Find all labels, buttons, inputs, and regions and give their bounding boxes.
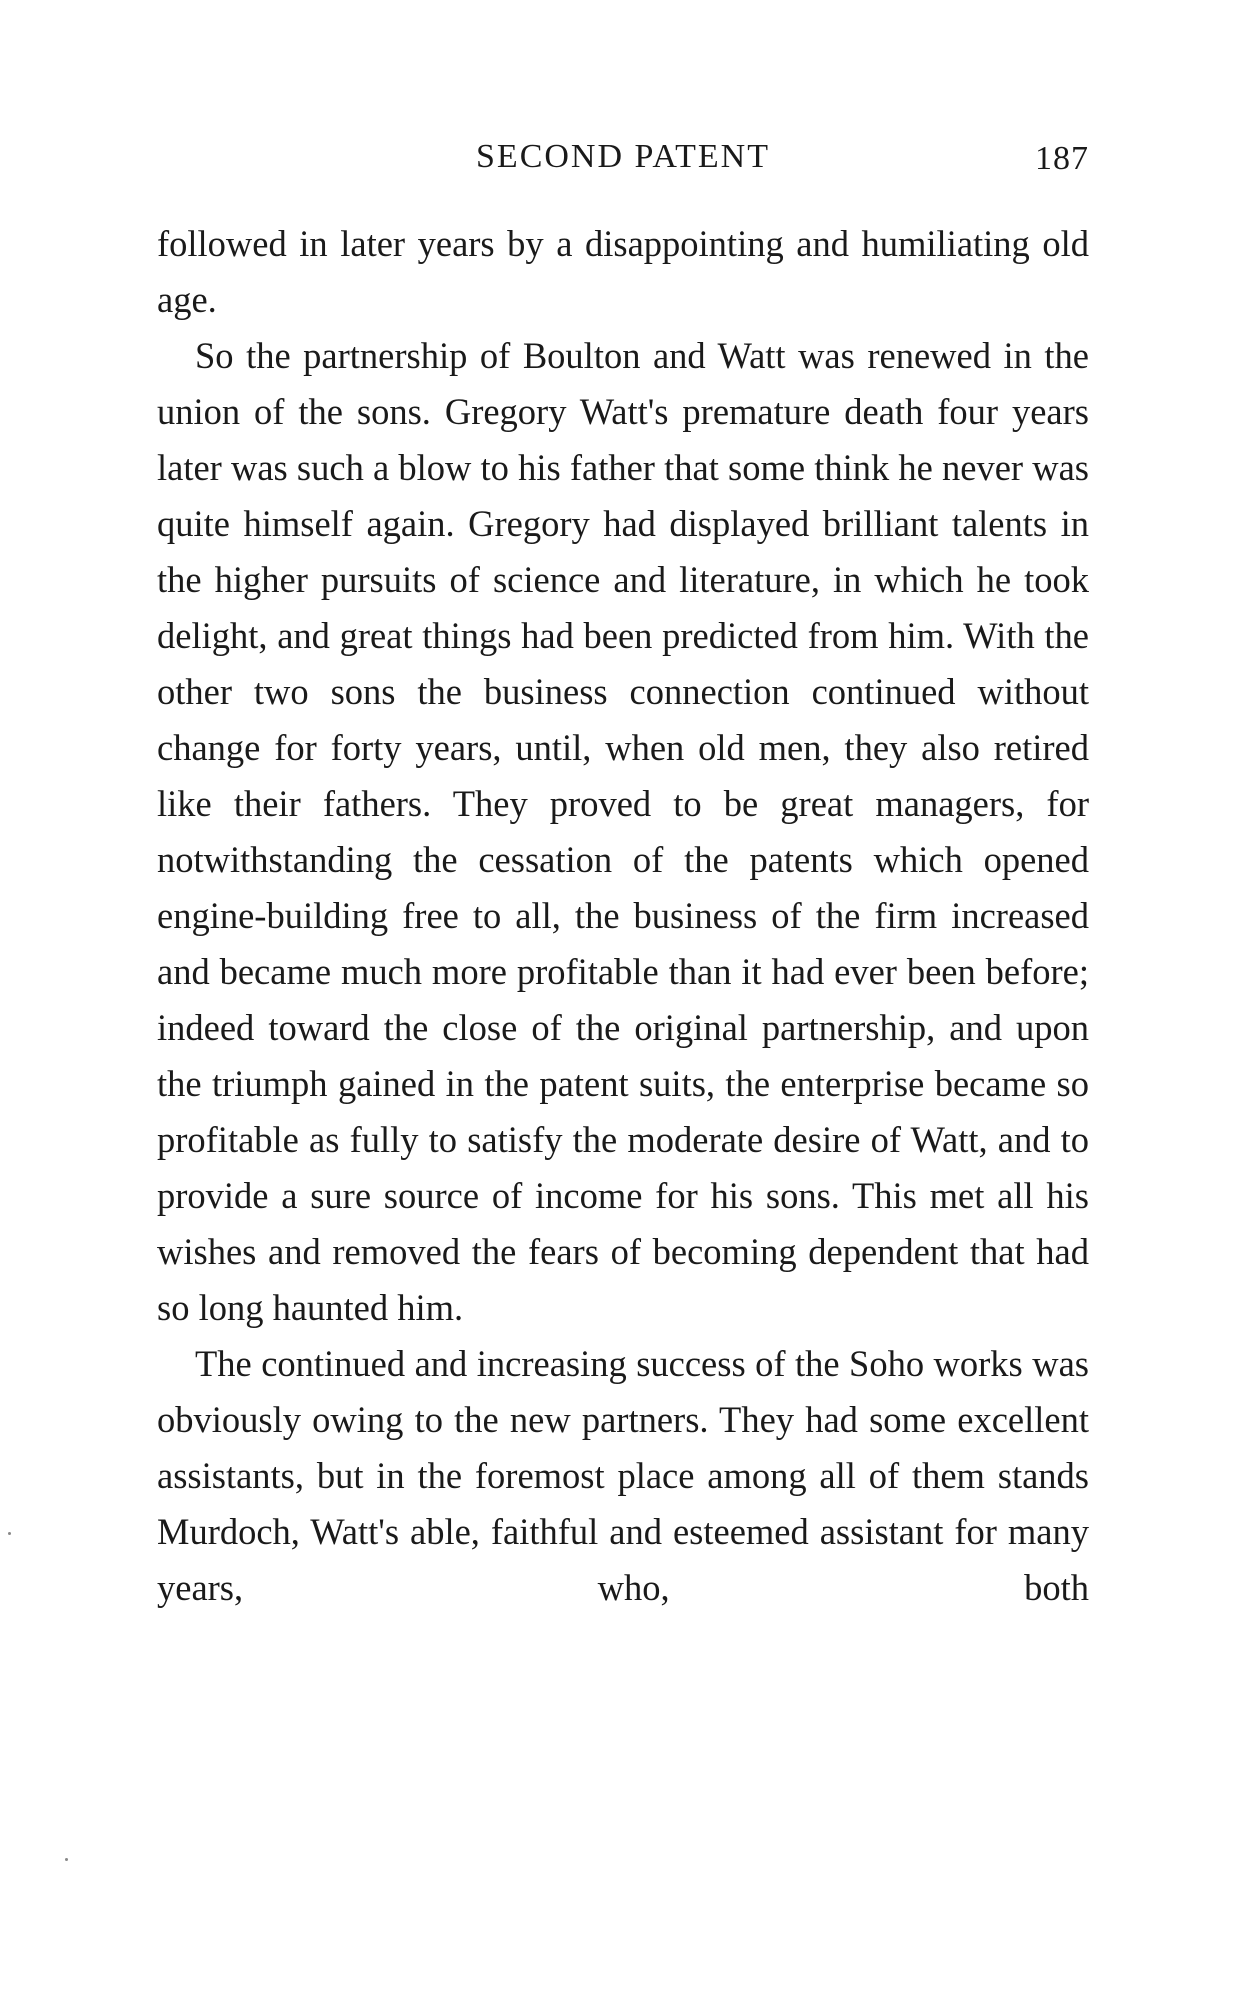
running-head bbox=[157, 138, 1089, 198]
body-text bbox=[157, 216, 1089, 1616]
page-number: 187 bbox=[1035, 140, 1089, 177]
paragraph-partnership: So the partnership of Boulton and Watt was renewed in the union of the sons. Gregory Watt's premature death four years later was such a blow to his father that some think he never was quite himself again. Gregory had displayed brilliant talents in the higher pursuits of science and literature, in which he took delight, and great things had been predicted from him. With the other two sons the business connection continued without change for forty years, until, when old men, they also retired like their fathers. They proved to be great managers, for notwithstanding the cessation of the patents which opened engine-building free to all, the business of the firm increased and became much more profitable than it had ever been before; indeed toward the close of the original partnership, and upon the triumph gained in the patent suits, the enterprise became so profitable as fully to satisfy the moderate desire of Watt, and to provide a sure source of income for his sons. This met all his wishes and removed the fears of becoming dependent that had so long haunted him. bbox=[157, 335, 1089, 1328]
paragraph-soho-works: The continued and increasing success of the Soho works was obviously owing to the new partners. They had some excellent assistants, but in the foremost place among all of them stands Murdoch, Watt's able, faithful and esteemed assistant for many years, who, both bbox=[157, 1343, 1089, 1608]
print-speck bbox=[8, 1532, 11, 1535]
print-speck bbox=[65, 1858, 68, 1861]
paragraph-continuation: followed in later years by a disappointing and humiliating old age. bbox=[157, 223, 1089, 320]
running-title: SECOND PATENT bbox=[476, 138, 770, 175]
